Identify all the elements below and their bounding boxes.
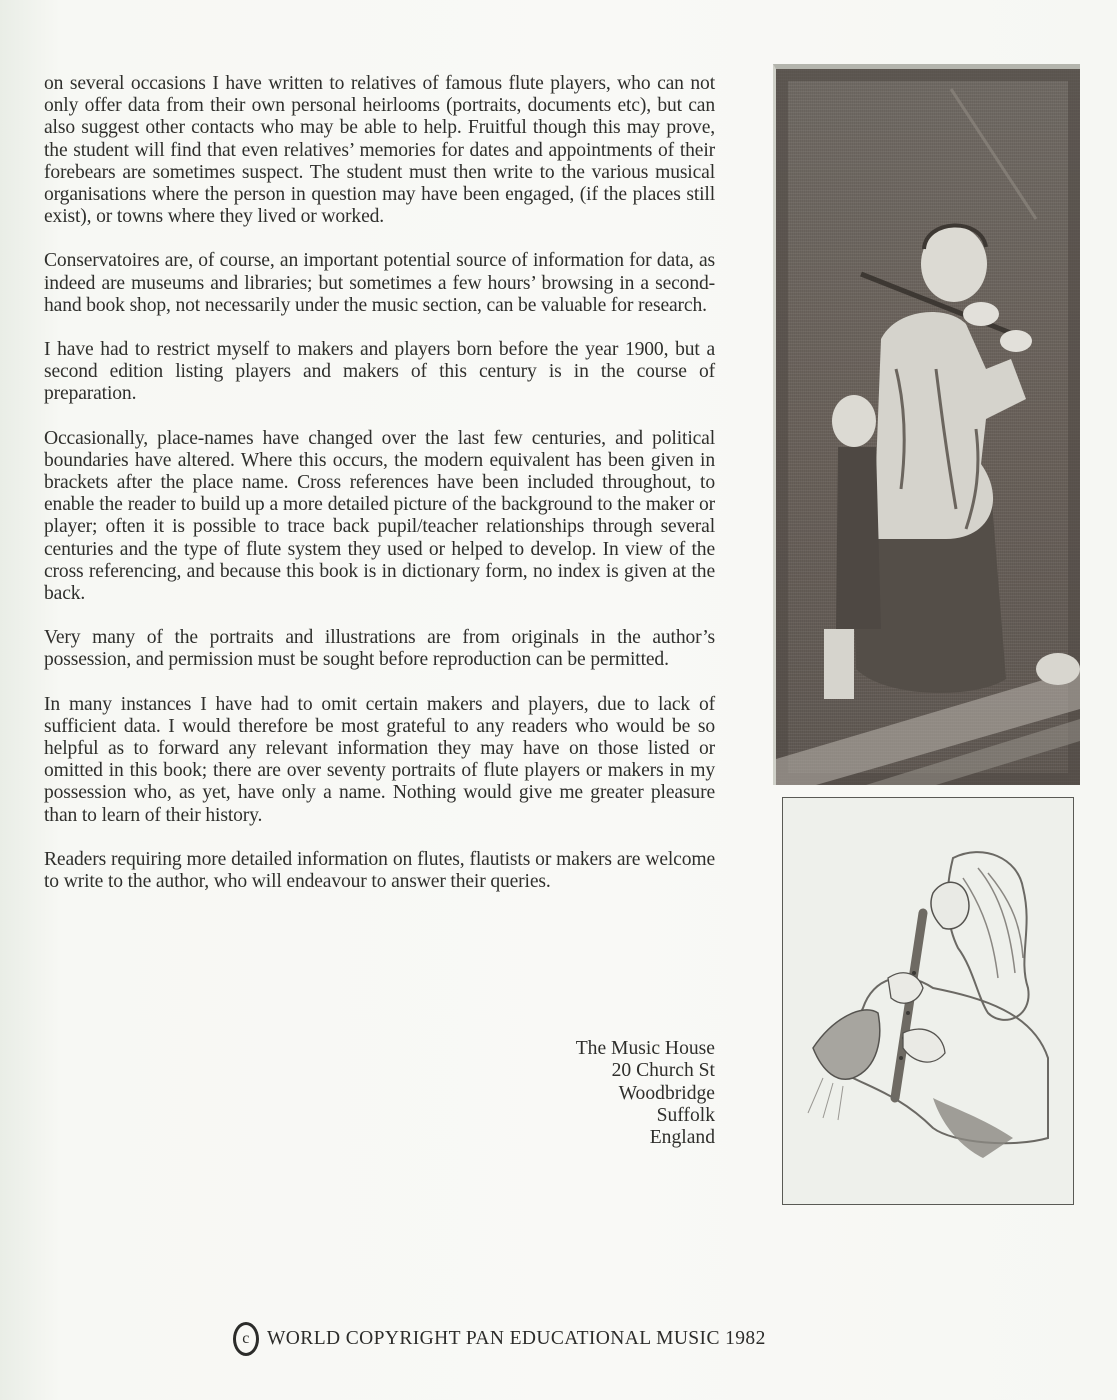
player-hand (1000, 330, 1032, 352)
lower-hand (903, 1029, 945, 1062)
recorder-player-drawing (783, 798, 1073, 1204)
left-sleeve (813, 1010, 880, 1079)
copyright-notice (233, 1322, 873, 1356)
flute-player-drawing (776, 69, 1080, 785)
body-text (44, 73, 715, 915)
address-line: 20 Church St (611, 1060, 715, 1082)
address-line: The Music House (575, 1038, 715, 1059)
paragraph-place-names: Occasionally, place-names have changed over the last few centuries, and political boundaries have altered. Where this occurs, the modern equivalent has been given in brackets after the place name. Cross references have been included throughout, to enable the reader to build up a more detailed picture of the background to the maker or player; often it is possible to trace back pupil/teacher relationships through several centuries and the type of flute system they used or helped to develop. In view of the cross referencing, and because this book is in dictionary form, no index is given at the back. (44, 427, 715, 605)
illustration-recorder-player (782, 797, 1074, 1205)
background-branch (951, 89, 1036, 219)
copyright-text: WORLD COPYRIGHT PAN EDUCATIONAL MUSIC 1982 (267, 1328, 766, 1349)
child-legs (824, 629, 854, 699)
child-body (836, 447, 881, 629)
player-hand (963, 302, 999, 326)
paragraph-conservatoires: Conservatoires are, of course, an important potential source of information for data, as indeed are museums and libraries; but sometimes a few hours’ browsing in a second-hand book shop, not necessarily under the music section, can be valuable for research. (44, 250, 715, 316)
hair-strands (963, 868, 1023, 978)
hatching (808, 1078, 843, 1120)
copyright-icon: c (233, 1322, 259, 1356)
coat-shading (933, 1098, 1013, 1158)
paragraph-scope-1900: I have had to restrict myself to makers and players born before the year 1900, but a second edition listing players and makers of this century is in the course of preparation. (44, 339, 715, 405)
paragraph-research-relatives: on several occasions I have written to relatives of famous flute players, who can not only offer data from their own personal heirlooms (portraits, documents etc), but can also suggest other contacts who may be able to help. Fruitful though this may prove, the student will find that even relatives’ memories for dates and appointments of their forebears are sometimes suspect. The student must then write to the various musical organisations where the person in question may have been engaged, (if the places still exist), or towns where they lived or worked. (44, 73, 715, 228)
author-address (480, 1038, 715, 1149)
child-head (832, 395, 876, 447)
address-line: England (649, 1127, 715, 1149)
paragraph-omissions: In many instances I have had to omit certain makers and players, due to lack of sufficient data. I would therefore be most grateful to any readers who would be so helpful as to forward any relevant information they may have on those listed or omitted in this book; there are over seventy portraits of flute players or makers in my possession who, as yet, have only a name. Nothing would give me greater pleasure than to learn of their history. (44, 693, 715, 826)
address-line: Suffolk (656, 1104, 715, 1126)
player-foot (1036, 653, 1080, 685)
illustration-chinese-flute-player (773, 64, 1080, 785)
paragraph-contact-author: Readers requiring more detailed information on flutes, flautists or makers are welcome to write to the author, who will endeavour to answer their queries. (44, 848, 715, 893)
robe-upper (852, 312, 1026, 539)
face (931, 882, 969, 929)
recorder (895, 913, 923, 1098)
address-line: Woodbridge (618, 1082, 715, 1104)
player-head (921, 226, 987, 302)
paragraph-permissions: Very many of the portraits and illustrations are from originals in the author’s possession, and permission must be sought before reproduction can be permitted. (44, 627, 715, 671)
